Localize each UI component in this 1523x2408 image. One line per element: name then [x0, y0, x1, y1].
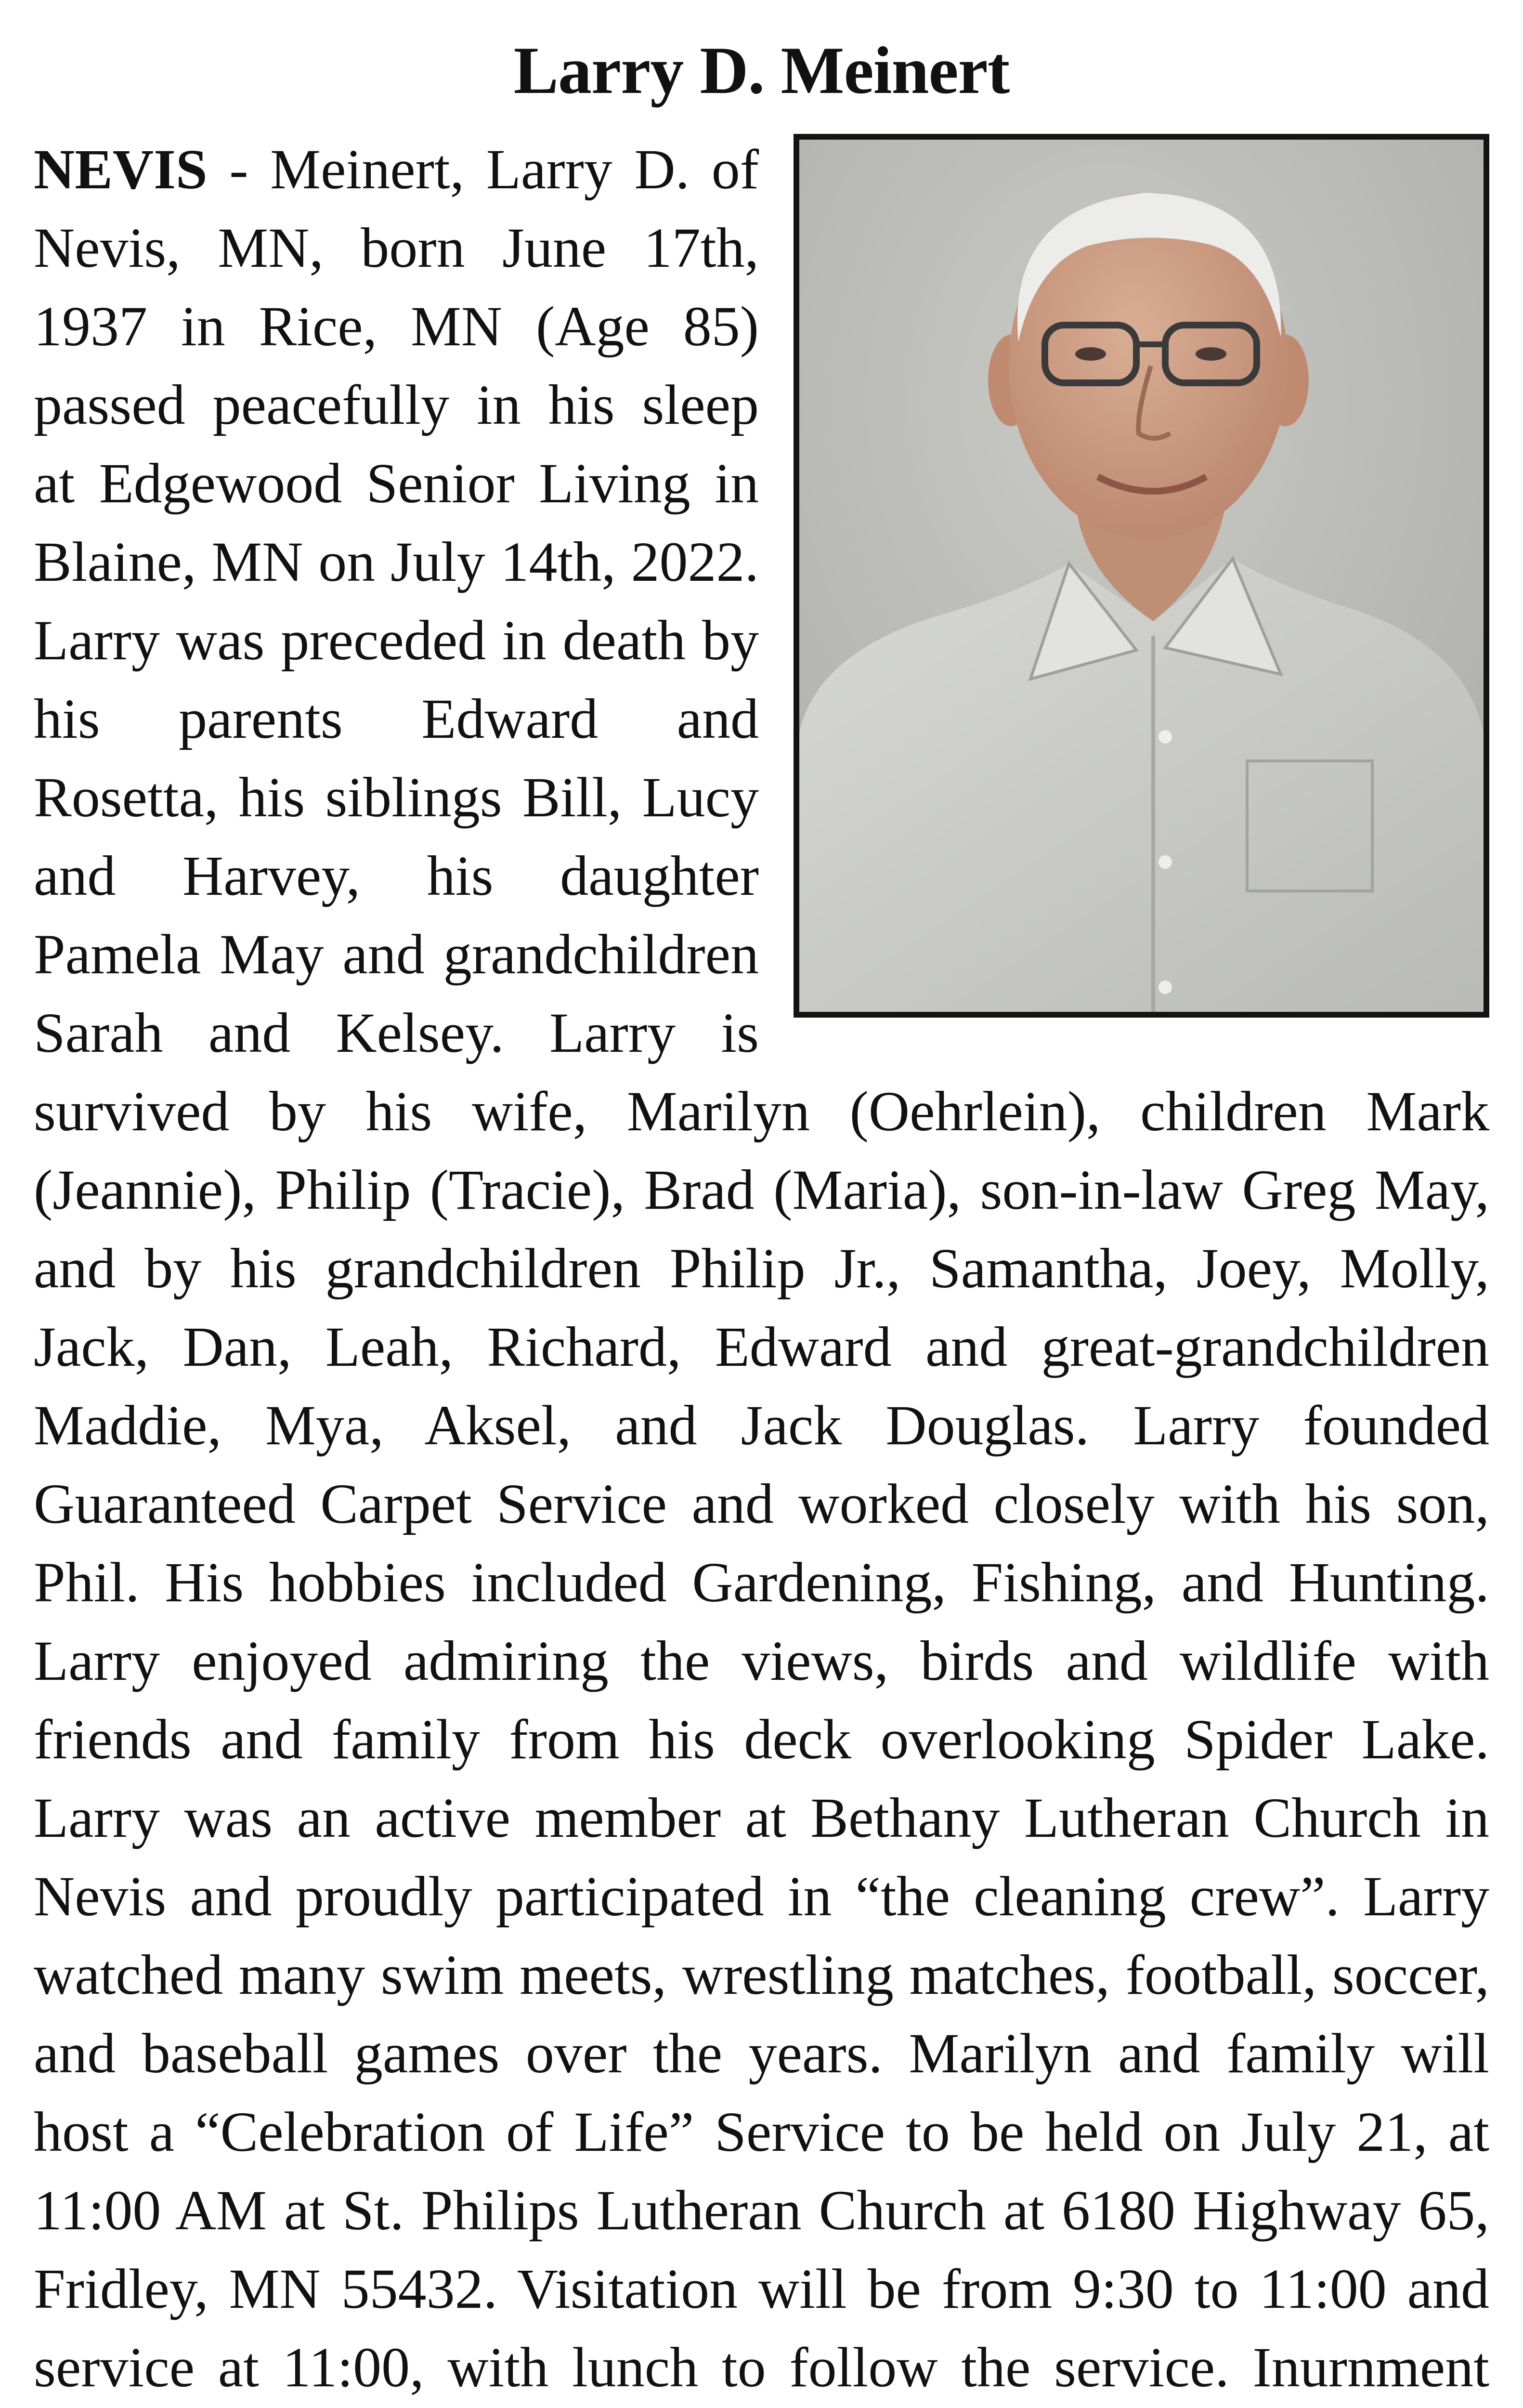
obituary-text: - Meinert, Larry D. of Nevis, MN, born June 17th, 1937 in Rice, MN (Age 85) passed peacefully in his sleep at Edgewood Senior Living in Blaine, MN on July 14th, 2022. Larry was preceded in death by his parents Edward and Rosetta, his siblings Bill, Lucy and Harvey, his daughter Pamela May and grandchildren Sarah and Kelsey. Larry is survived by his wife, Marilyn (Oehrlein), children Mark (Jeannie), Philip (Tracie), Brad (Maria), son-in-law Greg May, and by his grandchildren Philip Jr., Samantha, Joey, Molly, Jack, Dan, Leah, Richard, Edward and great-grandchildren Maddie, Mya, Aksel, and Jack Douglas. Larry founded Guaranteed Carpet Service and worked closely with his son, Phil. His hobbies included Gardening, Fishing, and Hunting. Larry enjoyed admiring the views, birds and wildlife with friends and family from his deck overlooking Spider Lake. Larry was an active member at Bethany Lutheran Church in Nevis and proudly participated in “the cleaning crew”. Larry watched many swim meets, wrestling matches, football, soccer, and baseball games over the years. Marilyn and family will host a “Celebration of Life” Service to be held on July 21, at 11:00 AM at St. Philips Lutheran Church at 6180 Highway 65, Fridley, MN 55432. Visitation will be from 9:30 to 11:00 and service at 11:00, with lunch to follow the service. Inurnment — [34, 138, 1489, 2399]
dateline-place: NEVIS — [34, 138, 208, 201]
portrait-photo-icon — [799, 140, 1484, 1012]
portrait-photo — [794, 134, 1489, 1018]
obituary-body — [34, 130, 1489, 2408]
obituary-title: Larry D. Meinert — [513, 33, 1010, 108]
